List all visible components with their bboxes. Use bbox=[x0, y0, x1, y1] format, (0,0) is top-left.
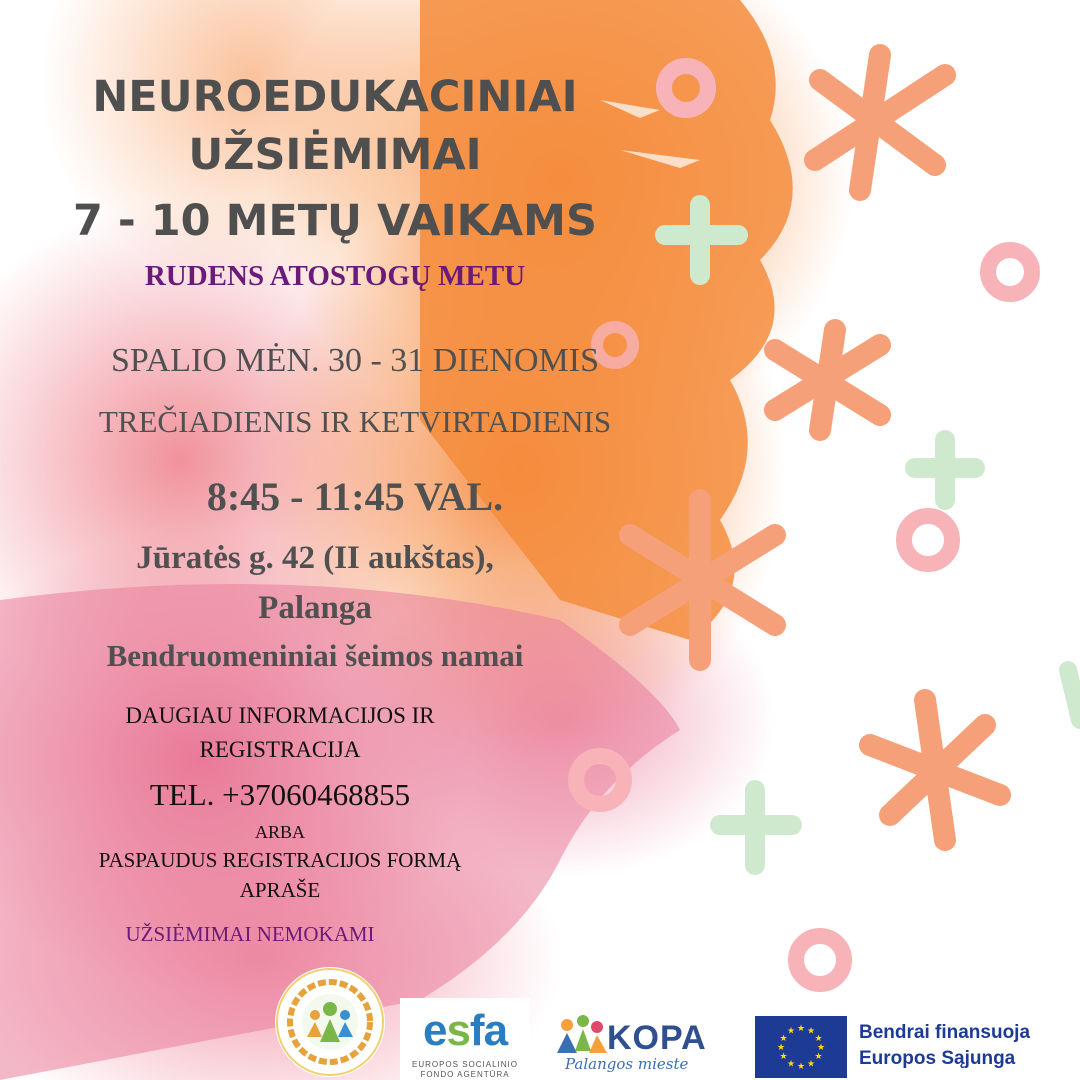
svg-text:★: ★ bbox=[814, 1052, 823, 1062]
esfa-wordmark bbox=[400, 1006, 530, 1056]
address-line-2: Palanga bbox=[258, 590, 372, 626]
address-line-1: Jūratės g. 42 (II aukštas), bbox=[136, 540, 494, 576]
event-time: 8:45 - 11:45 VAL. bbox=[206, 474, 504, 519]
esfa-subtitle-2: FONDO AGENTŪRA bbox=[420, 1070, 510, 1079]
form-line-2: APRAŠE bbox=[239, 878, 321, 902]
ring-icon bbox=[988, 250, 1032, 294]
svg-text:★: ★ bbox=[816, 1043, 826, 1053]
eu-text-line-2: Europos Sąjunga bbox=[859, 1048, 1016, 1069]
svg-text:★: ★ bbox=[779, 1052, 788, 1062]
esfa-letters-fa: fa bbox=[469, 1006, 508, 1055]
esfa-letter-e: e bbox=[422, 1006, 447, 1055]
star-icon bbox=[815, 55, 945, 190]
esfa-subtitle-1: EUROPOS SOCIALINIO bbox=[411, 1060, 519, 1069]
svg-text:★: ★ bbox=[796, 1024, 806, 1034]
kopa-people-icon bbox=[551, 1013, 611, 1061]
kopa-wordmark: KOPA bbox=[607, 1019, 707, 1057]
plus-icon bbox=[915, 440, 975, 500]
star-icon bbox=[775, 330, 880, 430]
kopa-logo bbox=[545, 1005, 735, 1080]
people-circle-icon bbox=[275, 967, 385, 1077]
info-line-2: REGISTRACIJA bbox=[199, 737, 361, 762]
form-line-1: PASPAUDUS REGISTRACIJOS FORMĄ bbox=[98, 848, 462, 872]
ring-icon bbox=[904, 516, 952, 564]
dienvidis-logo bbox=[275, 967, 385, 1077]
eu-text-line-1: Bendrai finansuoja bbox=[859, 1022, 1031, 1043]
free-notice: UŽSIĖMIMAI NEMOKAMI bbox=[125, 922, 375, 946]
title-line-3: 7 - 10 METŲ VAIKAMS bbox=[73, 196, 597, 246]
svg-text:★: ★ bbox=[786, 1059, 796, 1070]
kopa-tagline: Palangos mieste bbox=[565, 1055, 689, 1073]
svg-text:★: ★ bbox=[786, 1026, 796, 1037]
svg-text:★: ★ bbox=[776, 1043, 786, 1053]
phone-number[interactable]: TEL. +37060468855 bbox=[149, 777, 411, 812]
star-icon bbox=[870, 700, 1000, 840]
plus-icon bbox=[720, 790, 792, 865]
ring-icon bbox=[796, 936, 844, 984]
svg-text:★: ★ bbox=[806, 1059, 816, 1070]
eu-flag-icon bbox=[755, 1016, 847, 1078]
esfa-logo bbox=[400, 998, 530, 1080]
address-line-3: Bendruomeniniai šeimos namai bbox=[106, 638, 524, 673]
svg-text:★: ★ bbox=[796, 1062, 806, 1072]
svg-text:★: ★ bbox=[806, 1026, 816, 1037]
esfa-letter-s: s bbox=[446, 1006, 470, 1055]
title-line-1: NEUROEDUKACINIAI bbox=[92, 72, 578, 122]
event-date: SPALIO MĖN. 30 - 31 DIENOMIS bbox=[111, 342, 599, 379]
plus-icon bbox=[1068, 670, 1080, 720]
or-text: ARBA bbox=[254, 822, 305, 842]
subtitle: RUDENS ATOSTOGŲ METU bbox=[144, 260, 526, 292]
eu-funding-logo bbox=[755, 1014, 1080, 1080]
svg-text:★: ★ bbox=[814, 1034, 823, 1044]
event-days: TREČIADIENIS IR KETVIRTADIENIS bbox=[98, 404, 612, 439]
info-line-1: DAUGIAU INFORMACIJOS IR bbox=[125, 703, 435, 728]
svg-text:★: ★ bbox=[779, 1034, 788, 1044]
title-line-2: UŽSIĖMIMAI bbox=[188, 130, 482, 180]
